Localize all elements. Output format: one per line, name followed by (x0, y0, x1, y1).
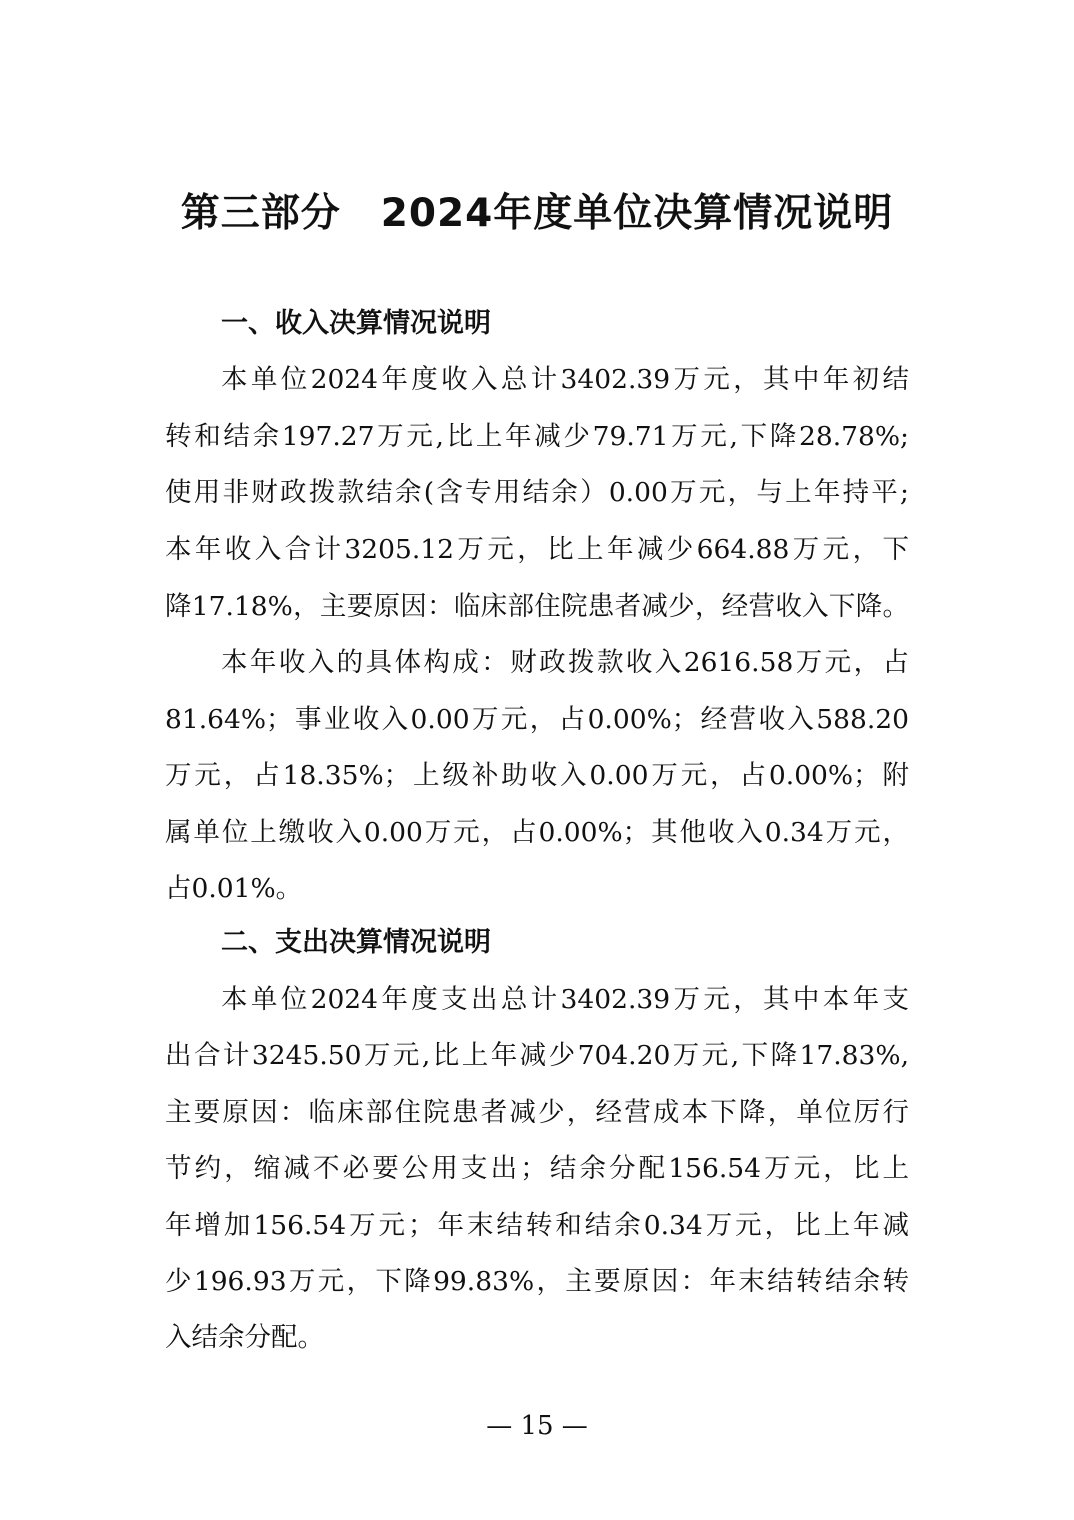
paragraph-line: 年增加156.54万元；年末结转和结余0.34万元，比上年减 (165, 1210, 909, 1241)
paragraph-line: 出合计3245.50万元,比上年减少704.20万元,下降17.83%, (165, 1040, 909, 1071)
paragraph-line: 转和结余197.27万元,比上年减少79.71万元,下降28.78%; (165, 421, 909, 452)
paragraph-line: 主要原因：临床部住院患者减少，经营成本下降，单位厉行 (165, 1097, 909, 1128)
paragraph-line: 节约，缩减不必要公用支出；结余分配156.54万元，比上 (165, 1153, 909, 1184)
paragraph-line: 降17.18%，主要原因：临床部住院患者减少，经营收入下降。 (165, 591, 909, 622)
paragraph-line: 使用非财政拨款结余(含专用结余）0.00万元，与上年持平; (165, 477, 909, 508)
paragraph-line: 81.64%；事业收入0.00万元，占0.00%；经营收入588.20 (165, 704, 909, 735)
section-heading-expenditure: 二、支出决算情况说明 (221, 927, 491, 958)
paragraph-line: 本年收入合计3205.12万元，比上年减少664.88万元，下 (165, 534, 909, 565)
page-number: — 15 — (486, 1411, 588, 1441)
paragraph-line: 入结余分配。 (165, 1322, 324, 1353)
page-title: 第三部分 2024年度单位决算情况说明 (180, 191, 894, 236)
paragraph-line: 万元，占18.35%；上级补助收入0.00万元，占0.00%；附 (165, 760, 909, 791)
section-heading-income: 一、收入决算情况说明 (221, 308, 491, 339)
paragraph-line: 本单位2024年度支出总计3402.39万元，其中本年支 (221, 984, 909, 1015)
paragraph-line: 少196.93万元，下降99.83%，主要原因：年末结转结余转 (165, 1266, 909, 1297)
paragraph-line: 本单位2024年度收入总计3402.39万元，其中年初结 (221, 364, 909, 395)
paragraph-line: 属单位上缴收入0.00万元，占0.00%；其他收入0.34万元， (165, 817, 909, 848)
paragraph-line: 本年收入的具体构成：财政拨款收入2616.58万元，占 (221, 647, 909, 678)
paragraph-line: 占0.01%。 (165, 873, 303, 904)
